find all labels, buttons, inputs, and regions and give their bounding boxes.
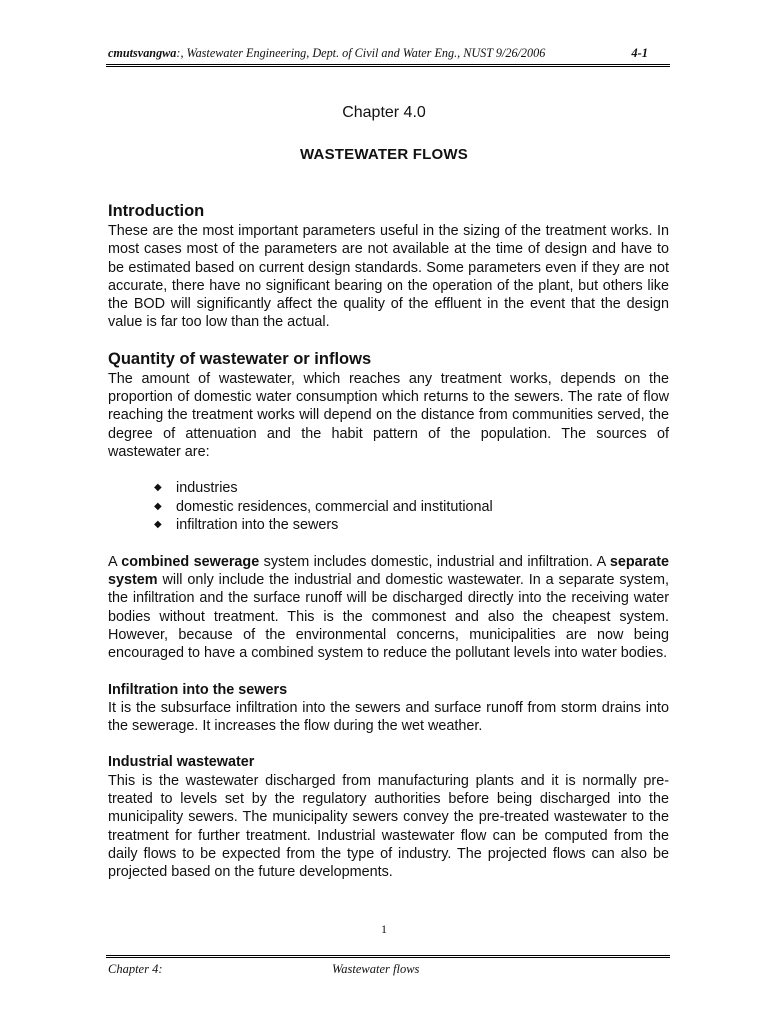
header-citation (108, 46, 545, 61)
diamond-bullet-icon: ◆ (154, 519, 162, 531)
term-separate-system: separate system (108, 553, 670, 589)
chapter-label: Chapter 4.0 (342, 104, 426, 121)
intro-heading: Introduction (108, 202, 205, 220)
header-author: cmutsvangwa (108, 46, 177, 60)
intro-paragraph: These are the most important parameters useful in the sizing of the treatment works. In most cases most of the parameters are not available at the time of design and have to be estimated based on current design standards. Some parameters even if they are not accurate, there have no significant bearing on the operation of the plant, but others like the BOD will significantly affect the quality of the effluent in the event that the design value is far too low than the actual. (108, 223, 669, 331)
page-title: WASTEWATER FLOWS (300, 146, 468, 163)
footer-rule (106, 955, 670, 958)
quantity-heading: Quantity of wastewater or inflows (108, 349, 372, 368)
industrial-heading: Industrial wastewater (108, 754, 255, 771)
combined-system-paragraph: A combined sewerage system includes domestic, industrial and infiltration. A separate system will only include the industrial and domestic wastewater. In a separate system, the infiltration and the surface runoff will be discharged directly into the receiving water bodies without treatment. This is the commonest and also the cheapest system. However, because of the environmental concerns, municipalities are now being encouraged to have a combined system to reduce the pollutant levels into water bodies. (108, 553, 670, 662)
industrial-paragraph: This is the wastewater discharged from manufacturing plants and it is normally pre-treated to levels set by the regulatory authorities before being discharged into the municipality sewers. The municipality sewers convey the pre-treated wastewater to the treatment for further treatment. Industrial wastewater flow can be computed from the daily flows to be expected from the type of industry. The projected flows can also be projected based on the future developments. (108, 772, 669, 881)
list-item: ◆ infiltration into the sewers (154, 517, 339, 534)
list-item: ◆ industries (154, 480, 238, 497)
main-content (108, 200, 669, 882)
infiltration-heading: Infiltration into the sewers (108, 681, 288, 698)
diamond-bullet-icon: ◆ (154, 500, 162, 512)
list-item: ◆ domestic residences, commercial and institutional (154, 498, 493, 515)
diamond-bullet-icon: ◆ (154, 482, 162, 494)
page-number: 1 (381, 922, 387, 936)
header-rule (106, 64, 670, 67)
quantity-paragraph: The amount of wastewater, which reaches any treatment works, depends on the proportion of domestic water consumption which returns to the sewers. The rate of flow reaching the treatment works will depend on the distance from communities served, the degree of attenuation and the habit pattern of the population. The sources of wastewater are: (108, 370, 669, 460)
footer-topic: Wastewater flows (332, 962, 420, 976)
header-page-ref: 4-1 (631, 46, 648, 60)
term-combined-sewerage: combined sewerage (121, 553, 260, 570)
sources-list (108, 479, 669, 535)
infiltration-paragraph: It is the subsurface infiltration into the sewers and surface runoff from storm drains into the sewerage. It increases the flow during the wet weather. (108, 699, 669, 735)
header-details: :, Wastewater Engineering, Dept. of Civil and Water Eng., NUST 9/26/2006 (176, 46, 546, 60)
footer-chapter: Chapter 4: (108, 962, 163, 976)
